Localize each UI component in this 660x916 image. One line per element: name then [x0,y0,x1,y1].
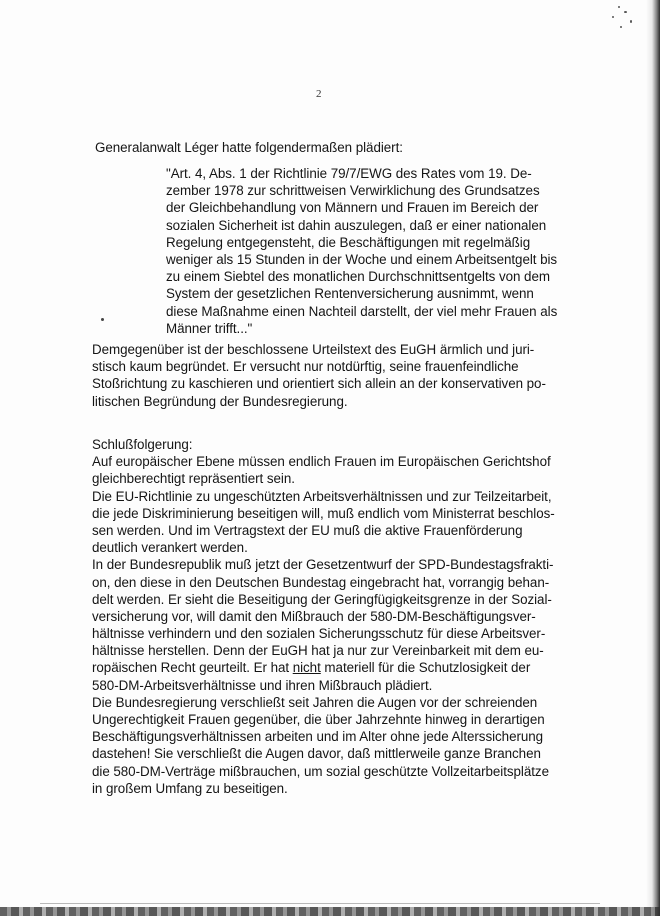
conclusion-line: in großem Umfang zu beseitigen. [92,780,288,796]
quote-line: "Art. 4, Abs. 1 der Richtlinie 79/7/EWG des Rates vom 19. De- [166,166,532,181]
conclusion-line: delt werden. Er sieht die Beseitigung der Geringfügigkeitsgrenze in der Sozial- [92,591,552,607]
conclusion-line: die jede Diskriminierung beseitigen will, muß endlich vom Ministerrat beschlos- [92,505,555,521]
conclusion-line: 580-DM-Arbeitsverhältnisse und ihren Mißbrauch plädiert. [92,677,433,693]
conclusion-line: sen werden. Und im Vertragstext der EU muß die aktive Frauenförderung [92,522,523,538]
margin-dot [101,318,104,321]
conclusion-line: Ungerechtigkeit Frauen gegenüber, die über Jahrzehnte hinweg in derartigen [92,712,545,727]
conclusion-line: gleichberechtigt repräsentiert sein. [92,471,295,487]
conclusion-line: Die EU-Richtlinie zu ungeschützten Arbeitsverhältnissen und zur Teilzeitarbeit, [92,488,552,504]
paragraph-eugh-judgment [92,341,546,410]
quote-line: zember 1978 zur schrittweisen Verwirklichung des Grundsatzes [166,183,540,199]
scan-bottom-edge [0,907,660,916]
conclusion-line: dastehen! Sie verschließt die Augen davor, daß mittlerweile ganze Branchen [92,746,541,762]
paragraph-line: Demgegenüber ist der beschlossene Urteilstext des EuGH ärmlich und juri- [92,342,535,357]
conclusion-line: Die Bundesregierung verschließt seit Jahren die Augen vor der schreienden [92,694,538,710]
quote-line: Regelung entgegensteht, die Beschäftigungen mit regelmäßig [166,234,531,250]
underlined-word-nicht: nicht [292,660,321,676]
paragraph-line: Stoßrichtung zu kaschieren und orientiert sich allein an der konservativen po- [92,376,546,392]
scan-bottom-line [40,903,600,904]
conclusion-line-with-emphasis [92,659,555,676]
quote-line: System der gesetzlichen Rentenversicherung ausnimmt, wenn [166,286,534,302]
conclusion-section [92,436,555,797]
scan-artifact-specks [584,2,644,42]
conclusion-line: versicherung vor, will damit den Mißbrauch der 580-DM-Beschäftigungsver- [92,608,536,624]
conclusion-line: hältnisse herstellen. Denn der EuGH hat ja nur zur Vereinbarkeit mit dem eu- [92,643,544,659]
conclusion-line: Auf europäischer Ebene müssen endlich Frauen im Europäischen Gerichtshof [92,454,551,470]
conclusion-line: on, den diese in den Deutschen Bundestag eingebracht hat, vorrangig behan- [92,574,550,590]
scan-right-edge [652,0,660,916]
conclusion-line: Beschäftigungsverhältnissen arbeiten und im Alter ohne jede Alterssicherung [92,729,544,745]
quote-line: weniger als 15 Stunden in der Woche und einem Arbeitsentgelt bis [166,251,558,267]
quote-line: zu einem Siebtel des monatlichen Durchschnittsentgelts von dem [166,269,550,285]
line-segment: materiell für die Schutzlosigkeit der [320,660,531,676]
paragraph-line: stisch kaum begründet. Er versucht nur notdürftig, seine frauenfeindliche [92,359,519,375]
conclusion-line: die 580-DM-Verträge mißbrauchen, um sozial geschützte Vollzeitarbeitsplätze [92,763,549,779]
quote-line: der Gleichbehandlung von Männern und Frauen im Bereich der [166,200,539,216]
conclusion-line: In der Bundesrepublik muß jetzt der Gesetzentwurf der SPD-Bundestagsfrakti- [92,557,554,573]
conclusion-heading: Schlußfolgerung: [92,437,193,452]
intro-line: Generalanwalt Léger hatte folgendermaßen plädiert: [95,140,403,155]
quote-line: diese Maßnahme einen Nachteil darstellt, der viel mehr Frauen als [166,303,558,319]
conclusion-line: hältnisse verhindern und den sozialen Sicherungsschutz für diese Arbeitsver- [92,626,546,642]
conclusion-line: deutlich verankert werden. [92,540,248,556]
quote-line: sozialen Sicherheit ist dahin auszulegen, daß er einer nationalen [166,217,547,233]
line-segment: ropäischen Recht geurteilt. Er hat [92,660,293,676]
paragraph-line: litischen Begründung der Bundesregierung. [92,393,348,409]
page-number: 2 [316,88,322,100]
quote-line: Männer trifft..." [166,320,253,336]
quote-block [166,165,557,337]
